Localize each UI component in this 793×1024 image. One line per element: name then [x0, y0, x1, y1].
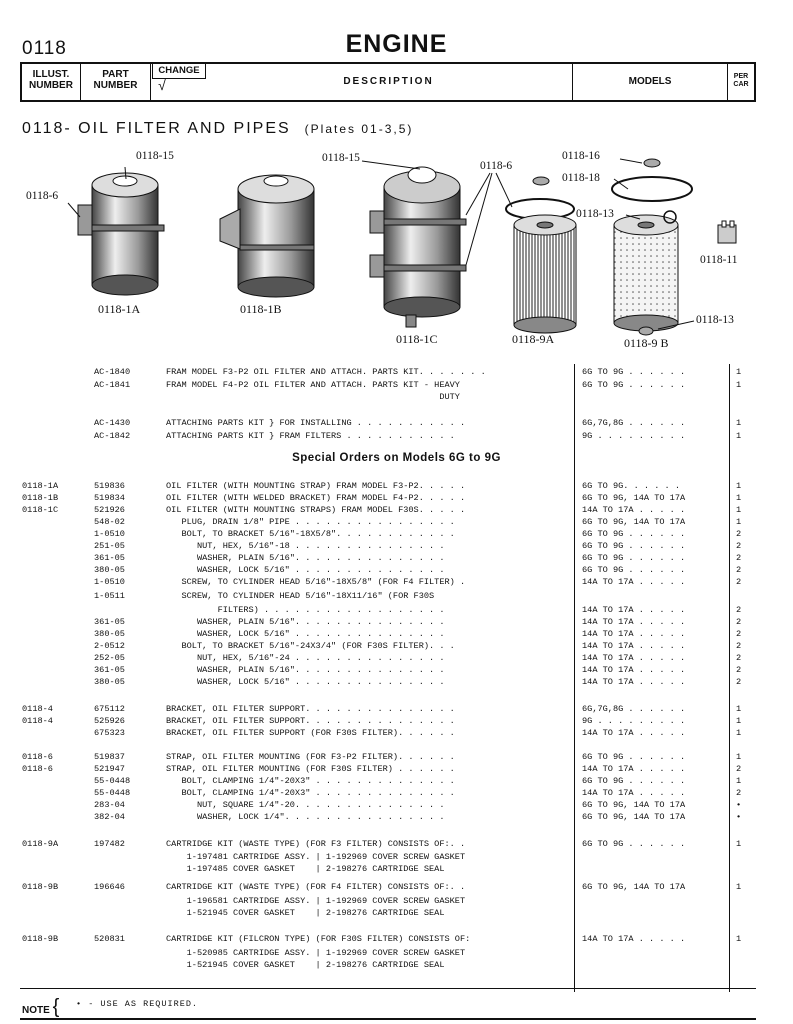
table-row [0, 933, 793, 945]
page-number: 0118 [22, 38, 67, 59]
description-cell: STRAP, OIL FILTER MOUNTING (FOR F3-P2 FILTER). . . . . . [166, 752, 455, 762]
description-cell: WASHER, PLAIN 5/16". . . . . . . . . . . . . . . [166, 553, 445, 563]
section-title: 0118- OIL FILTER AND PIPES (Plates 01-3,5) [22, 120, 414, 137]
callout-0118-18: 0118-18 [562, 172, 600, 184]
illust-number-cell: 0118-9A [22, 839, 59, 849]
part-number-cell: 1-0511 [94, 591, 125, 601]
bottom-rule [20, 1018, 756, 1020]
models-cell: 14A TO 17A . . . . . [582, 665, 686, 675]
table-row [0, 564, 793, 576]
part-number-cell: AC-1841 [94, 380, 131, 390]
description-cell: SCREW, TO CYLINDER HEAD 5/16"-18X11/16" (FOR F30S [166, 591, 435, 601]
table-row [0, 727, 793, 739]
filter-1a-drawing [68, 167, 164, 295]
models-cell: 6G TO 9G . . . . . . [582, 367, 686, 377]
description-cell: 1-521945 COVER GASKET | 2-198276 CARTRIDGE SEAL [166, 908, 445, 918]
qty-cell: 2 [736, 529, 742, 539]
part-number-cell: 380-05 [94, 629, 125, 639]
qty-cell: 1 [736, 380, 742, 390]
models-cell: 6G,7G,8G . . . . . . [582, 418, 686, 428]
models-cell: 6G TO 9G . . . . . . [582, 553, 686, 563]
models-cell: 14A TO 17A . . . . . [582, 577, 686, 587]
description-cell: BRACKET, OIL FILTER SUPPORT. . . . . . . . . . . . . . . [166, 716, 455, 726]
description-cell: WASHER, LOCK 5/16" . . . . . . . . . . . . . . . [166, 677, 445, 687]
models-cell: 6G TO 9G . . . . . . [582, 565, 686, 575]
note-rule [20, 988, 756, 989]
caption-0118-9a: 0118-9A [512, 332, 555, 346]
description-cell: PLUG, DRAIN 1/8" PIPE . . . . . . . . . . . . . . . . [166, 517, 455, 527]
description-cell: ATTACHING PARTS KIT } FRAM FILTERS . . . . . . . . . . . [166, 431, 455, 441]
table-row [0, 516, 793, 528]
table-row [0, 430, 793, 442]
part-number-cell: 197482 [94, 839, 125, 849]
part-number-cell: 675323 [94, 728, 125, 738]
illust-number-cell: 0118-9B [22, 882, 59, 892]
description-cell: 1-196581 CARTRIDGE ASSY. | 1-192969 COVER SCREW GASKET [166, 896, 466, 906]
qty-cell: 2 [736, 553, 742, 563]
qty-cell: 1 [736, 431, 742, 441]
description-cell: NUT, SQUARE 1/4"-20. . . . . . . . . . . . . . . [166, 800, 445, 810]
illust-number-cell: 0118-4 [22, 716, 53, 726]
part-number-cell: 252-05 [94, 653, 125, 663]
models-cell: 6G TO 9G, 14A TO 17A [582, 882, 686, 892]
table-row [0, 851, 793, 863]
qty-cell: 1 [736, 704, 742, 714]
table-row [0, 907, 793, 919]
models-cell: 6G TO 9G. . . . . . [582, 481, 680, 491]
models-cell: 6G TO 9G, 14A TO 17A [582, 493, 686, 503]
qty-cell: 1 [736, 882, 742, 892]
description-cell: WASHER, PLAIN 5/16". . . . . . . . . . . . . . . [166, 665, 445, 675]
description-cell: OIL FILTER (WITH MOUNTING STRAPS) FRAM MODEL F30S. . . . . [166, 505, 466, 515]
page-title: ENGINE [345, 30, 448, 58]
callout-0118-16: 0118-16 [562, 150, 600, 162]
models-cell: 6G TO 9G . . . . . . [582, 541, 686, 551]
description-cell: WASHER, LOCK 5/16" . . . . . . . . . . . . . . . [166, 629, 445, 639]
caption-0118-1b: 0118-1B [240, 302, 282, 316]
qty-cell: 1 [736, 934, 742, 944]
filter-1b-drawing [220, 175, 314, 297]
table-row [0, 604, 793, 616]
part-11-drawing [718, 221, 736, 243]
cartridge-9a-drawing [496, 173, 576, 333]
description-cell: 1-197485 COVER GASKET | 2-198276 CARTRIDGE SEAL [166, 864, 445, 874]
description-cell: CARTRIDGE KIT (WASTE TYPE) (FOR F3 FILTER) CONSISTS OF:. . [166, 839, 466, 849]
table-row [0, 652, 793, 664]
cartridge-9b-drawing [612, 159, 694, 335]
caption-0118-9b: 0118-9 B [624, 336, 669, 350]
models-cell: 14A TO 17A . . . . . [582, 505, 686, 515]
table-row [0, 787, 793, 799]
table-row [0, 504, 793, 516]
table-row [0, 628, 793, 640]
header-models: MODELS [628, 76, 672, 87]
qty-cell: 2 [736, 641, 742, 651]
table-row [0, 552, 793, 564]
part-number-cell: 55-0448 [94, 788, 131, 798]
oil-filter-illustration [0, 145, 793, 355]
models-cell: 14A TO 17A . . . . . [582, 764, 686, 774]
models-cell: 14A TO 17A . . . . . [582, 934, 686, 944]
models-cell: 6G TO 9G, 14A TO 17A [582, 517, 686, 527]
table-row [0, 590, 793, 602]
plates-reference: (Plates 01-3,5) [304, 122, 414, 136]
models-cell: 14A TO 17A . . . . . [582, 605, 686, 615]
illust-number-cell: 0118-6 [22, 764, 53, 774]
part-number-cell: 521926 [94, 505, 125, 515]
illust-number-cell: 0118-9B [22, 934, 59, 944]
models-cell: 14A TO 17A . . . . . [582, 617, 686, 627]
part-number-cell: 675112 [94, 704, 125, 714]
description-cell: SCREW, TO CYLINDER HEAD 5/16"-18X5/8" (FOR F4 FILTER) . [166, 577, 466, 587]
table-row [0, 763, 793, 775]
description-cell: BOLT, TO BRACKET 5/16"-24X3/4" (FOR F30S FILTER). . . [166, 641, 455, 651]
filter-1c-drawing [362, 161, 492, 327]
description-cell: WASHER, LOCK 5/16" . . . . . . . . . . . . . . . [166, 565, 445, 575]
caption-0118-1a: 0118-1A [98, 302, 141, 316]
table-row [0, 480, 793, 492]
description-cell: FRAM MODEL F3-P2 OIL FILTER AND ATTACH. PARTS KIT. . . . . . . [166, 367, 486, 377]
description-cell: FRAM MODEL F4-P2 OIL FILTER AND ATTACH. PARTS KIT - HEAVY [166, 380, 460, 390]
callout-0118-15: 0118-15 [322, 152, 360, 164]
part-number-cell: 519837 [94, 752, 125, 762]
table-row [0, 895, 793, 907]
illust-number-cell: 0118-4 [22, 704, 53, 714]
qty-cell: 1 [736, 517, 742, 527]
callout-0118-13: 0118-13 [696, 314, 734, 326]
table-row [0, 947, 793, 959]
qty-cell: 2 [736, 605, 742, 615]
part-number-cell: 361-05 [94, 553, 125, 563]
qty-cell: 2 [736, 565, 742, 575]
description-cell: BRACKET, OIL FILTER SUPPORT. . . . . . . . . . . . . . . [166, 704, 455, 714]
description-cell: BRACKET, OIL FILTER SUPPORT (FOR F30S FILTER). . . . . . [166, 728, 455, 738]
header-description: DESCRIPTION [343, 76, 434, 87]
models-cell: 6G TO 9G . . . . . . [582, 380, 686, 390]
part-number-cell: 55-0448 [94, 776, 131, 786]
qty-cell: 1 [736, 752, 742, 762]
note-label: NOTE { [22, 996, 60, 1018]
part-number-cell: 1-0510 [94, 577, 125, 587]
qty-cell: 1 [736, 418, 742, 428]
description-cell: BOLT, CLAMPING 1/4"-20X3" . . . . . . . . . . . . . . [166, 776, 455, 786]
part-number-cell: AC-1842 [94, 431, 131, 441]
callout-0118-6: 0118-6 [480, 160, 513, 172]
qty-cell: 2 [736, 788, 742, 798]
models-cell: 9G . . . . . . . . . [582, 716, 686, 726]
qty-cell: 2 [736, 577, 742, 587]
part-number-cell: 1-0510 [94, 529, 125, 539]
table-row [0, 811, 793, 823]
part-number-cell: 361-05 [94, 617, 125, 627]
part-number-cell: AC-1840 [94, 367, 131, 377]
models-cell: 6G TO 9G . . . . . . [582, 529, 686, 539]
part-number-cell: 382-04 [94, 812, 125, 822]
callout-0118-13: 0118-13 [576, 208, 614, 220]
description-cell: OIL FILTER (WITH WELDED BRACKET) FRAM MODEL F4-P2. . . . . [166, 493, 466, 503]
header-change-mark: √ [158, 77, 166, 93]
qty-cell: 1 [736, 367, 742, 377]
table-row [0, 715, 793, 727]
models-cell: 14A TO 17A . . . . . [582, 788, 686, 798]
qty-cell: 2 [736, 665, 742, 675]
table-row [0, 366, 793, 378]
qty-cell: 2 [736, 629, 742, 639]
qty-cell: 1 [736, 776, 742, 786]
description-cell: FILTERS) . . . . . . . . . . . . . . . . . . [166, 605, 445, 615]
models-cell: 14A TO 17A . . . . . [582, 728, 686, 738]
callout-0118-15: 0118-15 [136, 150, 174, 162]
part-number-cell: 521947 [94, 764, 125, 774]
qty-cell: 1 [736, 716, 742, 726]
models-cell: 14A TO 17A . . . . . [582, 641, 686, 651]
qty-cell: • [736, 812, 742, 822]
table-row [0, 959, 793, 971]
description-cell: CARTRIDGE KIT (WASTE TYPE) (FOR F4 FILTER) CONSISTS OF:. . [166, 882, 466, 892]
part-number-cell: 283-04 [94, 800, 125, 810]
part-number-cell: 2-0512 [94, 641, 125, 651]
header-change: CHANGE [158, 65, 200, 76]
part-number-cell: 196646 [94, 882, 125, 892]
qty-cell: 1 [736, 493, 742, 503]
special-orders-heading: Special Orders on Models 6G to 9G [292, 452, 501, 464]
description-cell: ATTACHING PARTS KIT } FOR INSTALLING . . . . . . . . . . . [166, 418, 466, 428]
table-row [0, 576, 793, 588]
models-cell: 6G TO 9G, 14A TO 17A [582, 812, 686, 822]
description-cell: NUT, HEX, 5/16"-24 . . . . . . . . . . . . . . . [166, 653, 445, 663]
part-number-cell: 251-05 [94, 541, 125, 551]
qty-cell: 2 [736, 677, 742, 687]
qty-cell: 1 [736, 505, 742, 515]
part-number-cell: 380-05 [94, 677, 125, 687]
table-row [0, 838, 793, 850]
callout-0118-11: 0118-11 [700, 254, 738, 266]
illust-number-cell: 0118-1B [22, 493, 59, 503]
description-cell: OIL FILTER (WITH MOUNTING STRAP) FRAM MODEL F3-P2. . . . . [166, 481, 466, 491]
qty-cell: 1 [736, 728, 742, 738]
part-number-cell: 520831 [94, 934, 125, 944]
callout-0118-6: 0118-6 [26, 190, 59, 202]
qty-cell: 2 [736, 541, 742, 551]
part-number-cell: 380-05 [94, 565, 125, 575]
models-cell: 14A TO 17A . . . . . [582, 629, 686, 639]
models-cell: 6G TO 9G . . . . . . [582, 776, 686, 786]
part-number-cell: 519834 [94, 493, 125, 503]
table-row [0, 863, 793, 875]
table-row [0, 664, 793, 676]
table-row [0, 881, 793, 893]
models-cell: 6G TO 9G . . . . . . [582, 752, 686, 762]
illust-number-cell: 0118-6 [22, 752, 53, 762]
description-cell: STRAP, OIL FILTER MOUNTING (FOR F30S FILTER) . . . . . . [166, 764, 455, 774]
table-row [0, 492, 793, 504]
table-row [0, 379, 793, 391]
models-cell: 14A TO 17A . . . . . [582, 653, 686, 663]
description-cell: CARTRIDGE KIT (FILCRON TYPE) (FOR F30S FILTER) CONSISTS OF: [166, 934, 471, 944]
qty-cell: 2 [736, 764, 742, 774]
header-per-car: PER CAR [733, 73, 749, 88]
part-number-cell: AC-1430 [94, 418, 131, 428]
caption-0118-1c: 0118-1C [396, 332, 438, 346]
models-cell: 6G,7G,8G . . . . . . [582, 704, 686, 714]
table-row [0, 775, 793, 787]
description-cell: WASHER, PLAIN 5/16". . . . . . . . . . . . . . . [166, 617, 445, 627]
models-cell: 14A TO 17A . . . . . [582, 677, 686, 687]
table-row [0, 751, 793, 763]
qty-cell: 1 [736, 839, 742, 849]
description-cell: NUT, HEX, 5/16"-18 . . . . . . . . . . . . . . . [166, 541, 445, 551]
table-row [0, 676, 793, 688]
part-number-cell: 361-05 [94, 665, 125, 675]
table-row [0, 528, 793, 540]
part-number-cell: 548-02 [94, 517, 125, 527]
table-row [0, 616, 793, 628]
illust-number-cell: 0118-1A [22, 481, 59, 491]
header-illust-number: ILLUST. NUMBER [29, 69, 73, 91]
table-row [0, 799, 793, 811]
description-cell: 1-197481 CARTRIDGE ASSY. | 1-192969 COVER SCREW GASKET [166, 852, 466, 862]
qty-cell: 2 [736, 617, 742, 627]
part-number-cell: 525926 [94, 716, 125, 726]
description-cell: 1-520985 CARTRIDGE ASSY. | 1-192969 COVER SCREW GASKET [166, 948, 466, 958]
models-cell: 6G TO 9G, 14A TO 17A [582, 800, 686, 810]
table-row [0, 640, 793, 652]
models-cell: 6G TO 9G . . . . . . [582, 839, 686, 849]
qty-cell: • [736, 800, 742, 810]
qty-cell: 2 [736, 653, 742, 663]
note-text: • - USE AS REQUIRED. [76, 999, 199, 1009]
part-number-cell: 519836 [94, 481, 125, 491]
description-cell: 1-521945 COVER GASKET | 2-198276 CARTRIDGE SEAL [166, 960, 445, 970]
qty-cell: 1 [736, 481, 742, 491]
description-cell: BOLT, CLAMPING 1/4"-20X3" . . . . . . . . . . . . . . [166, 788, 455, 798]
table-row [0, 417, 793, 429]
table-row [0, 540, 793, 552]
description-cell: WASHER, LOCK 1/4". . . . . . . . . . . . . . . . [166, 812, 445, 822]
table-row [0, 703, 793, 715]
header-part-number: PART NUMBER [93, 69, 138, 91]
table-row [0, 391, 793, 403]
description-cell: BOLT, TO BRACKET 5/16"-18X5/8". . . . . . . . . . . . [166, 529, 455, 539]
illust-number-cell: 0118-1C [22, 505, 59, 515]
description-cell: DUTY [166, 392, 460, 402]
models-cell: 9G . . . . . . . . . [582, 431, 686, 441]
